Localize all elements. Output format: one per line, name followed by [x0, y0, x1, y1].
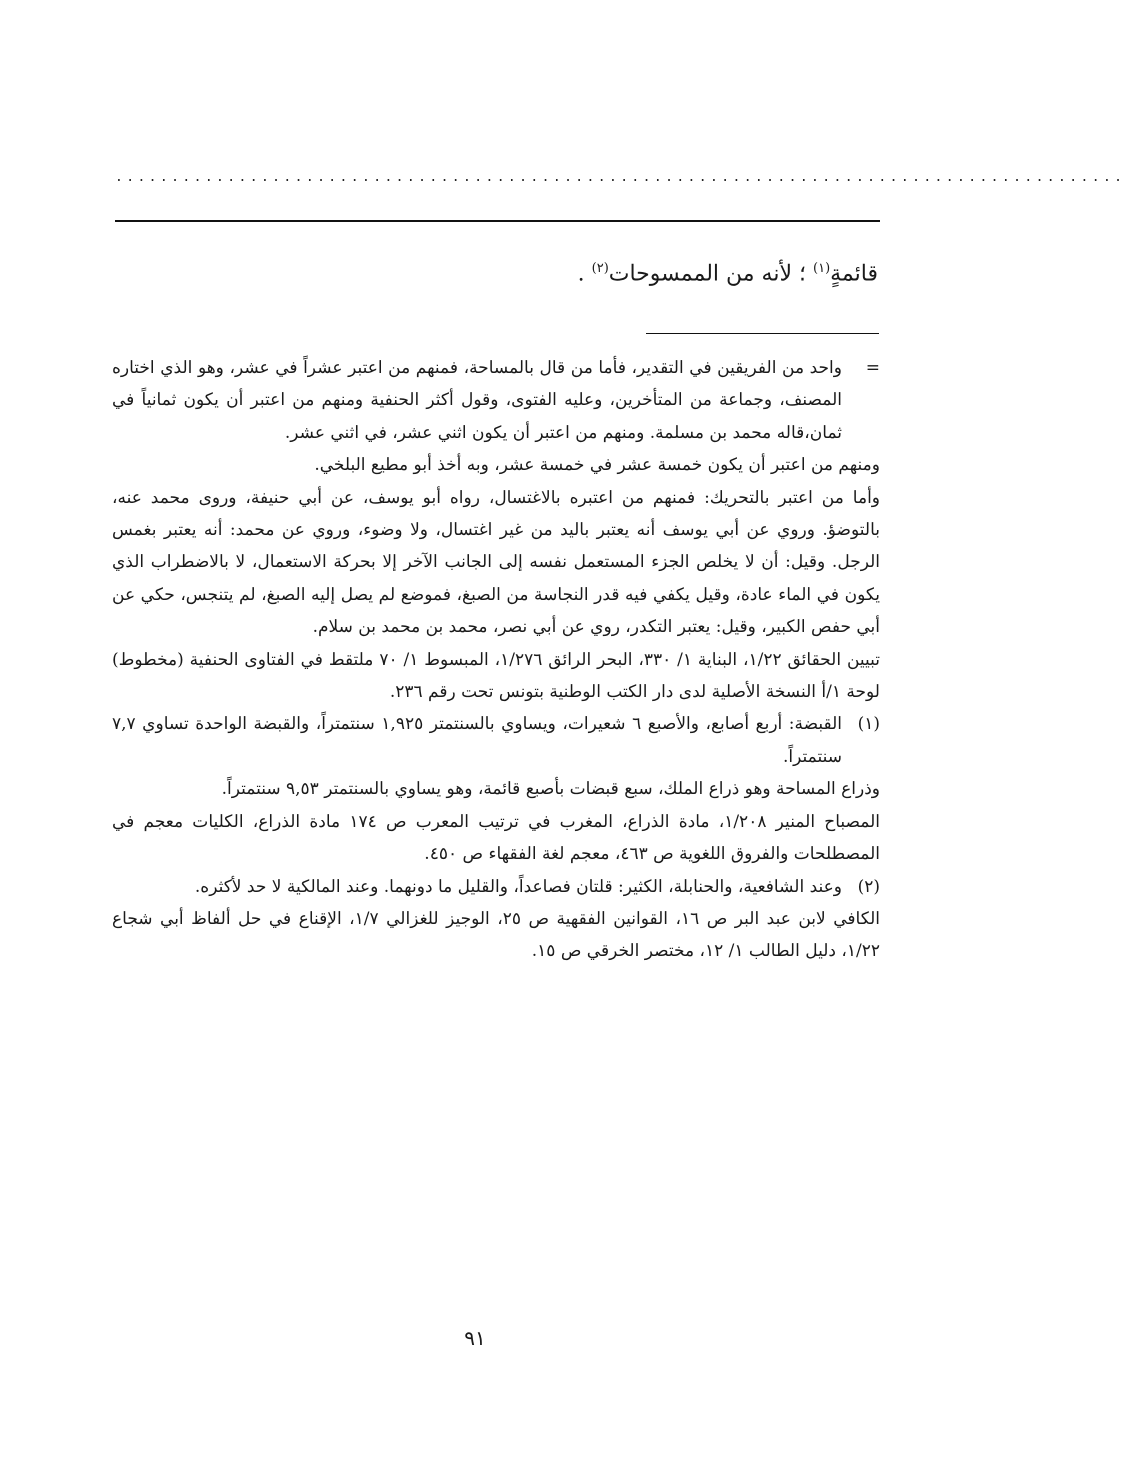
footnotes-section: [112, 352, 880, 968]
footnote-continuation: [112, 352, 880, 449]
footnote-2-paragraph-1: وعند الشافعية، والحنابلة، الكثير: قلتان فصاعداً، والقليل ما دونهما. وعند المالكية لا حد لأكثره.: [194, 876, 842, 897]
continuation-paragraph-3: وأما من اعتبر بالتحريك: فمنهم من اعتبره بالاغتسال، رواه أبو يوسف، عن أبي حنيفة، وروى محمد عنه، بالتوضؤ. وروي عن أبي يوسف أنه يعتبر باليد من غير اغتسال، ولا وضوء، وروي عن محمد: أنه يعتبر بغمس الرجل. وقيل: أن لا يخلص الجزء المستعمل نفسه إلى الجانب الآخر إلا بحركة الاستعمال، لا بالاضطراب الذي يكون في الماء عادة، وقيل يكفي فيه قدر النجاسة من الصبغ، فموضع لم يصل إليه الصبغ، لم يتنجس، حكي عن أبي حفص الكبير، وقيل: يعتبر التكدر، روي عن أبي نصر، محمد بن محمد بن سلام.: [112, 487, 880, 638]
dotted-separator: ..........................................................................................: [115, 170, 1125, 185]
footnote-2-references: الكافي لابن عبد البر ص ١٦، القوانين الفقهية ص ٢٥، الوجيز للغزالي ١/٧، الإقناع في حل ألفاظ أبي شجاع ١/٢٢، دليل الطالب ١/ ١٢، مختصر الخرقي ص ١٥.: [112, 908, 880, 962]
continuation-paragraph-2: ومنهم من اعتبر أن يكون خمسة عشر في خمسة عشر، وبه أخذ أبو مطيع البلخي.: [314, 455, 880, 476]
footnote-1-marker: (١): [857, 714, 880, 735]
main-text-part1: قائمةٍ: [830, 261, 878, 287]
main-text-part2: ؛ لأنه من الممسوحات: [608, 261, 806, 287]
top-rule: [115, 220, 880, 222]
footnote-1-paragraph-2: وذراع المساحة وهو ذراع الملك، سبع قبضات بأصبع قائمة، وهو يساوي بالسنتمتر ٩,٥٣ سنتمتراً.: [221, 779, 880, 800]
footnote-1-paragraph-1: القبضة: أربع أصابع، والأصبع ٦ شعيرات، ويساوي بالسنتمتر ١,٩٢٥ سنتمتراً، والقبضة الواحدة تساوي ٧,٧ سنتمتراً.: [112, 714, 842, 767]
continuation-references: تبيين الحقائق ١/٢٢، البناية ١/ ٣٣٠، البحر الرائق ١/٢٧٦، المبسوط ١/ ٧٠ ملتقط في الفتاوى الحنفية (مخطوط) لوحة ١/أ النسخة الأصلية لدى دار الكتب الوطنية بتونس تحت رقم ٢٣٦.: [112, 649, 881, 703]
page-number: ٩١: [464, 1326, 486, 1350]
footnote-1: [112, 708, 880, 773]
footnote-ref-1[interactable]: (١): [813, 261, 831, 276]
main-text-line: [578, 252, 878, 291]
footnote-2: [112, 871, 880, 903]
main-text-part3: .: [577, 261, 585, 287]
footnote-separator-rule: [646, 333, 879, 334]
footnote-ref-2[interactable]: (٢): [591, 261, 609, 276]
continuation-marker: =: [865, 358, 880, 378]
continuation-paragraph-1: واحد من الفريقين في التقدير، فأما من قال بالمساحة، فمنهم من اعتبر عشراً في عشر، وهو الذي اختاره المصنف، وجماعة من المتأخرين، وعليه الفتوى، وقول أكثر الحنفية ومنهم من اعتبر أن يكون ثمانياً في ثمان،قاله محمد بن مسلمة. ومنهم من اعتبر أن يكون اثني عشر، في اثني عشر.: [112, 358, 842, 443]
footnote-1-references: المصباح المنير ١/٢٠٨، مادة الذراع، المغرب في ترتيب المعرب ص ١٧٤ مادة الذراع، الكليات معجم في المصطلحات والفروق اللغوية ص ٤٦٣، معجم لغة الفقهاء ص ٤٥٠.: [112, 811, 881, 865]
footnote-2-marker: (٢): [857, 876, 880, 897]
